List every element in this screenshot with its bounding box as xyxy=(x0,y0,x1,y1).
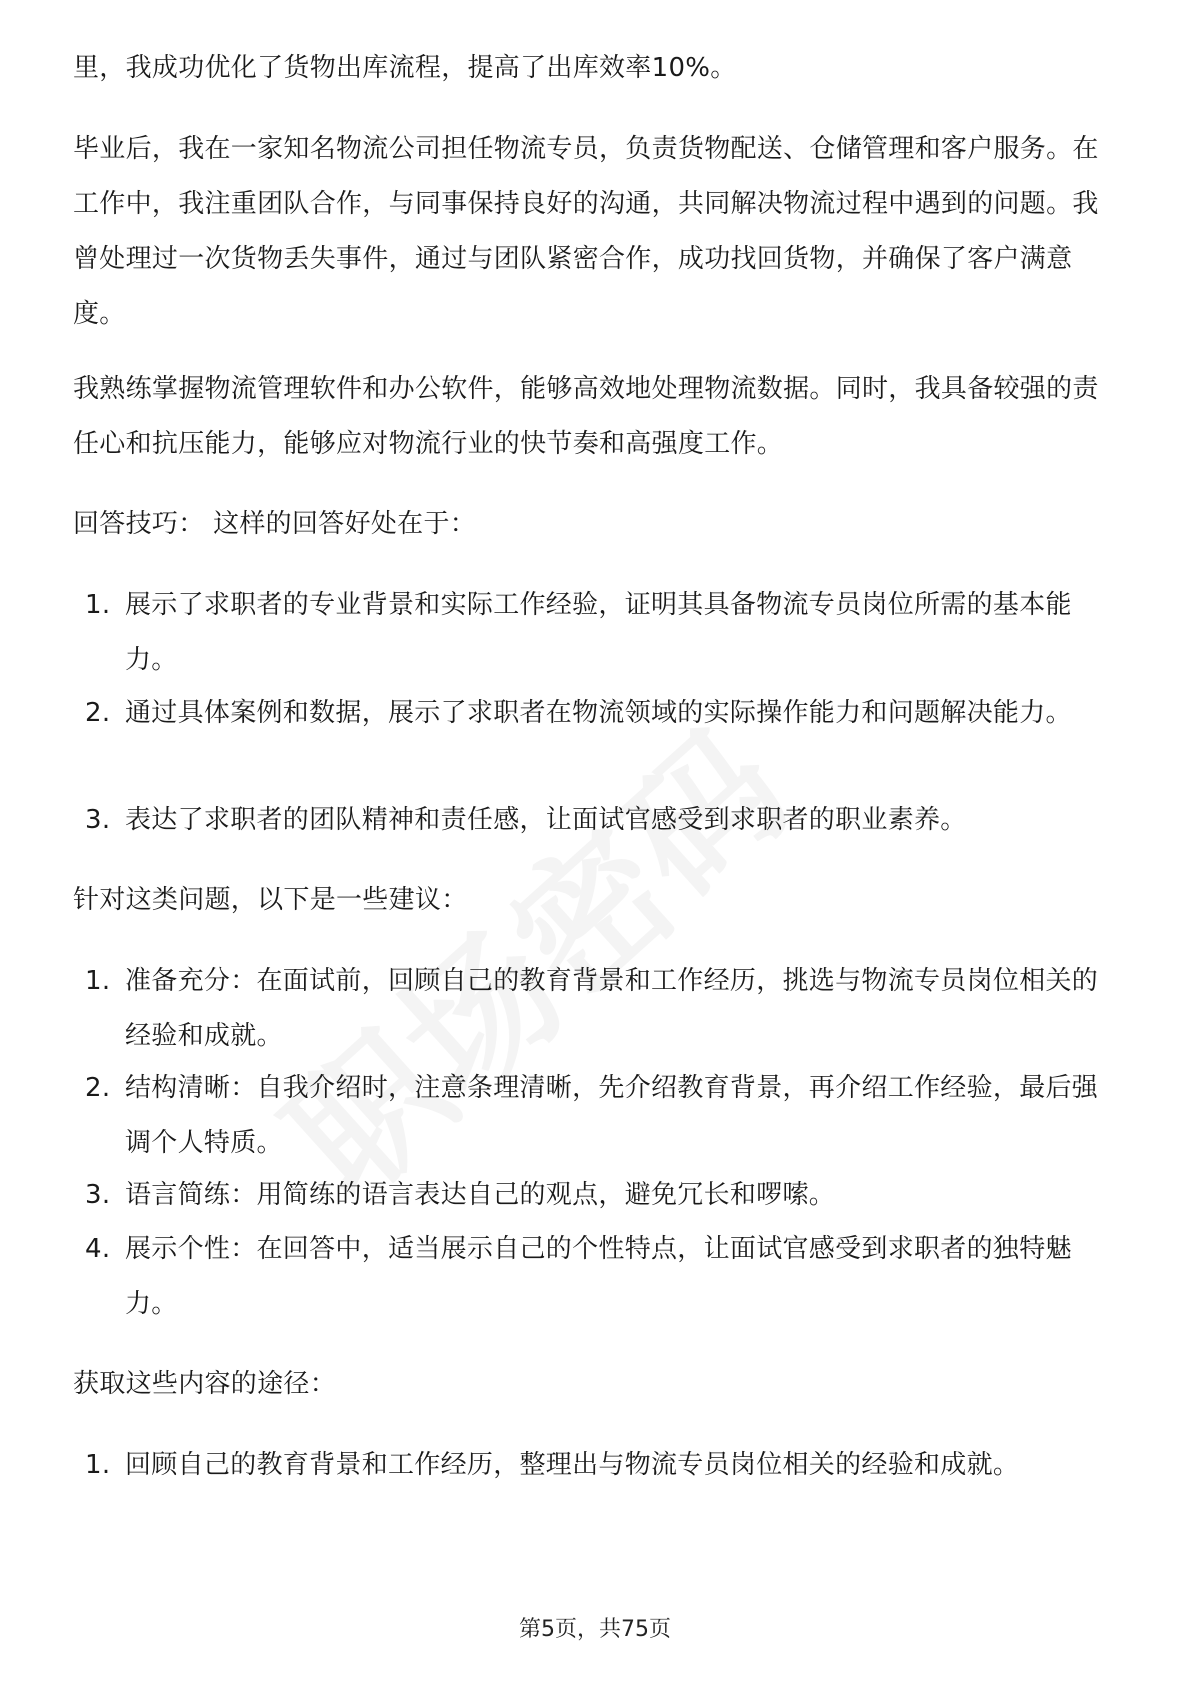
heading-suggestions: 针对这类问题，以下是一些建议： xyxy=(73,885,468,915)
list-number: 1. xyxy=(85,1450,111,1480)
heading-answer-tips: 回答技巧： 这样的回答好处在于： xyxy=(73,509,477,539)
list-item xyxy=(73,1061,1118,1171)
list-number: 1. xyxy=(85,966,111,996)
list-number: 3. xyxy=(85,1180,111,1210)
list-item xyxy=(73,1222,1118,1332)
list-number: 4. xyxy=(85,1234,111,1264)
list-item xyxy=(73,1168,1118,1223)
list-text: 展示了求职者的专业背景和实际工作经验，证明其具备物流专员岗位所需的基本能力。 xyxy=(125,590,1072,675)
list-text: 表达了求职者的团队精神和责任感，让面试官感受到求职者的职业素养。 xyxy=(125,805,967,835)
list-item xyxy=(73,578,1118,688)
paragraph-work-experience: 毕业后，我在一家知名物流公司担任物流专员，负责货物配送、仓储管理和客户服务。在工作中，我注重团队合作，与同事保持良好的沟通，共同解决物流过程中遇到的问题。我曾处理过一次货物丢失事件，通过与团队紧密合作，成功找回货物，并确保了客户满意度。 xyxy=(73,134,1099,329)
list-number: 2. xyxy=(85,698,111,728)
page-number: 第5页，共75页 xyxy=(519,1617,671,1642)
list-number: 1. xyxy=(85,590,111,620)
list-text: 准备充分：在面试前，回顾自己的教育背景和工作经历，挑选与物流专员岗位相关的经验和成就。 xyxy=(125,966,1099,1051)
list-text: 语言简练：用简练的语言表达自己的观点，避免冗长和啰嗦。 xyxy=(125,1180,836,1210)
list-text: 回顾自己的教育背景和工作经历，整理出与物流专员岗位相关的经验和成就。 xyxy=(125,1450,1020,1480)
list-item xyxy=(73,793,1118,848)
paragraph-skills: 我熟练掌握物流管理软件和办公软件，能够高效地处理物流数据。同时，我具备较强的责任心和抗压能力，能够应对物流行业的快节奏和高强度工作。 xyxy=(73,374,1099,459)
list-item xyxy=(73,686,1118,741)
paragraph-continuation: 里，我成功优化了货物出库流程，提高了出库效率10%。 xyxy=(73,53,737,83)
list-item xyxy=(73,1438,1118,1493)
heading-sources: 获取这些内容的途径： xyxy=(73,1369,337,1399)
list-text: 通过具体案例和数据，展示了求职者在物流领域的实际操作能力和问题解决能力。 xyxy=(125,698,1072,728)
list-number: 2. xyxy=(85,1073,111,1103)
list-number: 3. xyxy=(85,805,111,835)
list-item xyxy=(73,954,1118,1064)
list-text: 结构清晰：自我介绍时，注意条理清晰，先介绍教育背景，再介绍工作经验，最后强调个人特质。 xyxy=(125,1073,1099,1158)
list-text: 展示个性：在回答中，适当展示自己的个性特点，让面试官感受到求职者的独特魅力。 xyxy=(125,1234,1072,1319)
